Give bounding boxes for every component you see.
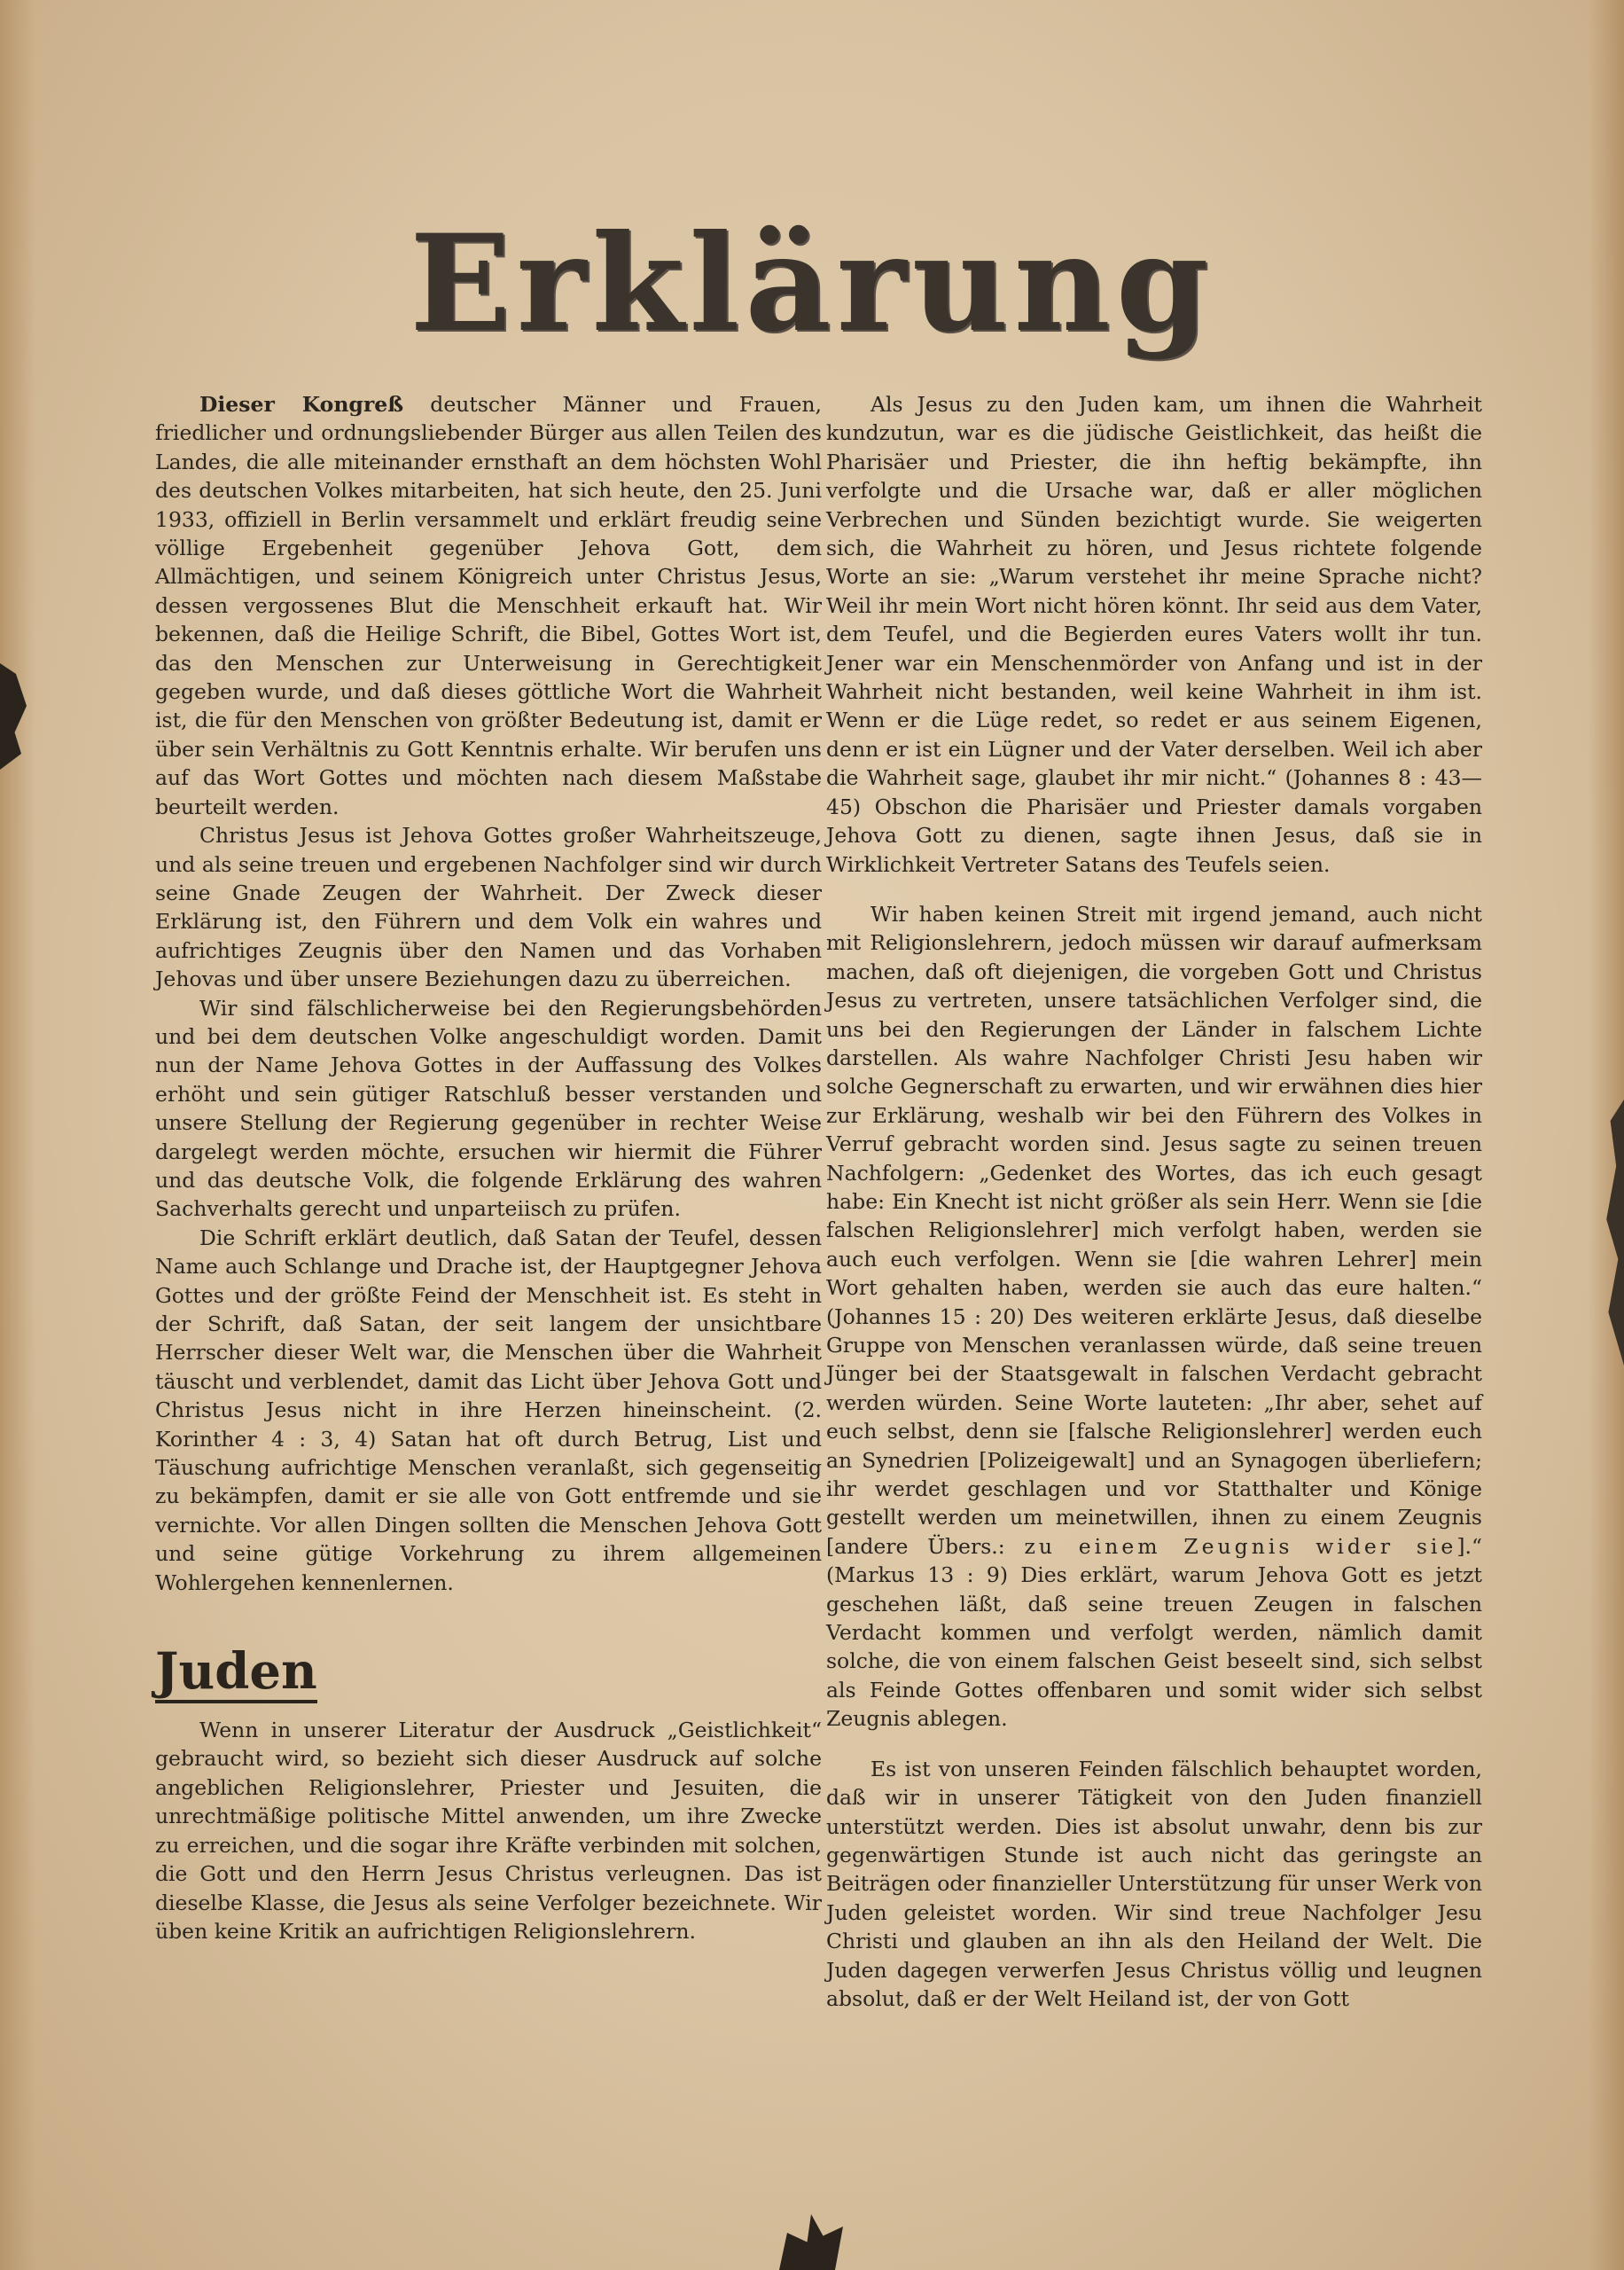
paragraph-witness: Christus Jesus ist Jehova Gottes großer Wahrheitszeuge, und als seine treuen und ergebenen Nachfolger sind wir durch seine Gnade Zeugen der Wahrheit. Der Zweck dieser Erklärung ist, den Führern und dem Volk ein wahres und aufrichtiges Zeugnis über den Namen und das Vorhaben Jehovas und über unsere Beziehungen dazu zu überreichen. <box>155 823 822 992</box>
paragraph-congress <box>155 390 822 821</box>
right-column <box>826 390 1482 2013</box>
paragraph-no-dispute <box>826 900 1482 1734</box>
left-column <box>155 390 822 1945</box>
paragraph-text: deutscher Männer und Frauen, friedlicher und ordnungsliebender Bürger aus allen Teilen des Landes, die alle miteinander ernsthaft an dem höchsten Wohl des deutschen Volkes mitarbeiten, hat sich heute, den 25. Juni 1933, offiziell in Berlin versammelt und erklärt freudig seine völlige Ergebenheit gegenüber Jehova Gott, dem Allmächtigen, und seinem Königreich unter Christus Jesus, dessen vergossenes Blut die Menschheit erkauft hat. Wir bekennen, daß die Heilige Schrift, die Bibel, Gottes Wort ist, das den Menschen zur Unterweisung in Gerechtigkeit gegeben wurde, und daß dieses göttliche Wort die Wahrheit ist, die für den Menschen von größter Bedeutung ist, damit er über sein Verhältnis zu Gott Kenntnis erhalte. Wir berufen uns auf das Wort Gottes und möchten nach diesem Maßstabe beurteilt werden. <box>155 392 822 819</box>
paragraph-clergy: Wenn in unserer Literatur der Ausdruck „Geistlichkeit“ gebraucht wird, so bezieht sich dieser Ausdruck auf solche angeblichen Religionslehrer, Priester und Jesuiten, die unrechtmäßige politische Mittel anwenden, um ihre Zwecke zu erreichen, und die sogar ihre Kräfte verbinden mit solchen, die Gott und den Herrn Jesus Christus verleugnen. Das ist dieselbe Klasse, die Jesus als seine Verfolger bezeichnete. Wir üben keine Kritik an aufrichtigen Religionslehrern. <box>155 1718 822 1944</box>
paragraph-financing: Es ist von unseren Feinden fälschlich behauptet worden, daß wir in unserer Tätigkeit von den Juden finanziell unterstützt werden. Dies ist absolut unwahr, denn bis zur gegenwärtigen Stunde ist auch nicht das geringste an Beiträgen oder finanzieller Unterstützung für unser Werk von Juden geleistet worden. Wir sind treue Nachfolger Jesu Christi und glauben an ihn als den Heiland der Welt. Die Juden dagegen verwerfen Jesus Christus völlig und leugnen absolut, daß er der Welt Heiland ist, der von Gott <box>826 1756 1482 2011</box>
section-heading-juden: Juden <box>155 1645 317 1703</box>
paper-tear-bottom <box>771 2208 851 2270</box>
paragraph-accused: Wir sind fälschlicherweise bei den Regierungsbehörden und bei dem deutschen Volke angeschuldigt worden. Damit nun der Name Jehova Gottes in der Auffassung des Volkes erhöht und sein gütiger Ratschluß besser verstanden und unsere Stellung der Regierung gegenüber in rechter Weise dargelegt werden möchte, ersuchen wir hiermit die Führer und das deutsche Volk, die folgende Erklärung des wahren Sachverhalts gerecht und unparteiisch zu prüfen. <box>155 995 822 1222</box>
spaced-quote: zu einem Zeugnis wider sie <box>1024 1533 1457 1559</box>
page-title: Erklärung <box>410 206 1214 362</box>
paragraph-text: Wir haben keinen Streit mit irgend jemand, auch nicht mit Religionslehrern, jedoch müssen wir darauf aufmerksam machen, daß oft diejenigen, die vorgeben Gott und Christus Jesus zu vertreten, unsere tatsächlichen Verfolger sind, die uns bei den Regierungen der Länder in falschem Lichte darstellen. Als wahre Nachfolger Christi Jesu haben wir solche Gegnerschaft zu erwarten, und wir erwähnen dies hier zur Erklärung, weshalb wir bei den Führern des Volkes in Verruf gebracht worden sind. Jesus sagte zu seinen treuen Nachfolgern: „Gedenket des Wortes, das ich euch gesagt habe: Ein Knecht ist nicht größer als sein Herr. Wenn sie [die falschen Religionslehrer] mich verfolgt haben, werden sie auch euch verfolgen. Wenn sie [die wahren Lehrer] mein Wort gehalten haben, werden sie auch das eure halten.“ (Johannes 15 : 20) Des weiteren erklärte Jesus, daß dieselbe Gruppe von Menschen veranlassen würde, daß seine treuen Jünger bei der Staatsgewalt in falschen Verdacht gebracht werden würden. Seine Worte lauteten: „Ihr aber, sehet auf euch selbst, denn sie [falsche Religionslehrer] werden euch an Synedrien [Polizeigewalt] und an Synagogen überliefern; ihr werdet geschlagen und vor Statthalter und Könige gestellt werden um meinetwillen, ihnen zu einem Zeugnis [andere Übers.: <box>826 901 1482 1559</box>
paragraph-lead: Dieser Kongreß <box>199 392 404 417</box>
paragraph-satan: Die Schrift erklärt deutlich, daß Satan der Teufel, dessen Name auch Schlange und Drache ist, der Hauptgegner Jehova Gottes und der größte Feind der Menschheit ist. Es steht in der Schrift, daß Satan, der seit langem der unsichtbare Herrscher dieser Welt war, die Menschen über die Wahrheit täuscht und verblendet, damit das Licht über Jehova Gott und Christus Jesus nicht in ihre Herzen hineinscheint. (2. Korinther 4 : 3, 4) Satan hat oft durch Betrug, List und Täuschung aufrichtige Menschen veranlaßt, sich gegenseitig zu bekämpfen, damit er sie alle von Gott entfremde und sie vernichte. Vor allen Dingen sollten die Menschen Jehova Gott und seine gütige Vorkehrung zu ihrem allgemeinen Wohlergehen kennenlernen. <box>155 1225 822 1595</box>
paragraph-text: ].“ (Markus 13 : 9) Dies erklärt, warum Jehova Gott es jetzt geschehen läßt, daß seine treuen Zeugen in falschen Verdacht kommen und verfolgt werden, nämlich damit solche, die von einem falschen Geist beseelt sind, sich selbst als Feinde Gottes offenbaren und somit wider sich selbst Zeugnis ablegen. <box>826 1533 1482 1732</box>
paragraph-jesus-jews: Als Jesus zu den Juden kam, um ihnen die Wahrheit kundzutun, war es die jüdische Geistlichkeit, das heißt die Pharisäer und Priester, die ihn heftig bekämpfte, ihn verfolgte und die Ursache war, daß er aller möglichen Verbrechen und Sünden bezichtigt wurde. Sie weigerten sich, die Wahrheit zu hören, und Jesus richtete folgende Worte an sie: „Warum verstehet ihr meine Sprache nicht? Weil ihr mein Wort nicht hören könnt. Ihr seid aus dem Vater, dem Teufel, und die Begierden eures Vaters wollt ihr tun. Jener war ein Menschenmörder von Anfang und ist in der Wahrheit nicht bestanden, weil keine Wahrheit in ihm ist. Wenn er die Lüge redet, so redet er aus seinem Eigenen, denn er ist ein Lügner und der Vater derselben. Weil ich aber die Wahrheit sage, glaubet ihr mir nicht.“ (Johannes 8 : 43—45) Obschon die Pharisäer und Priester damals vorgaben Jehova Gott zu dienen, sagte ihnen Jesus, daß sie in Wirklichkeit Vertreter Satans des Teufels seien. <box>826 392 1482 877</box>
